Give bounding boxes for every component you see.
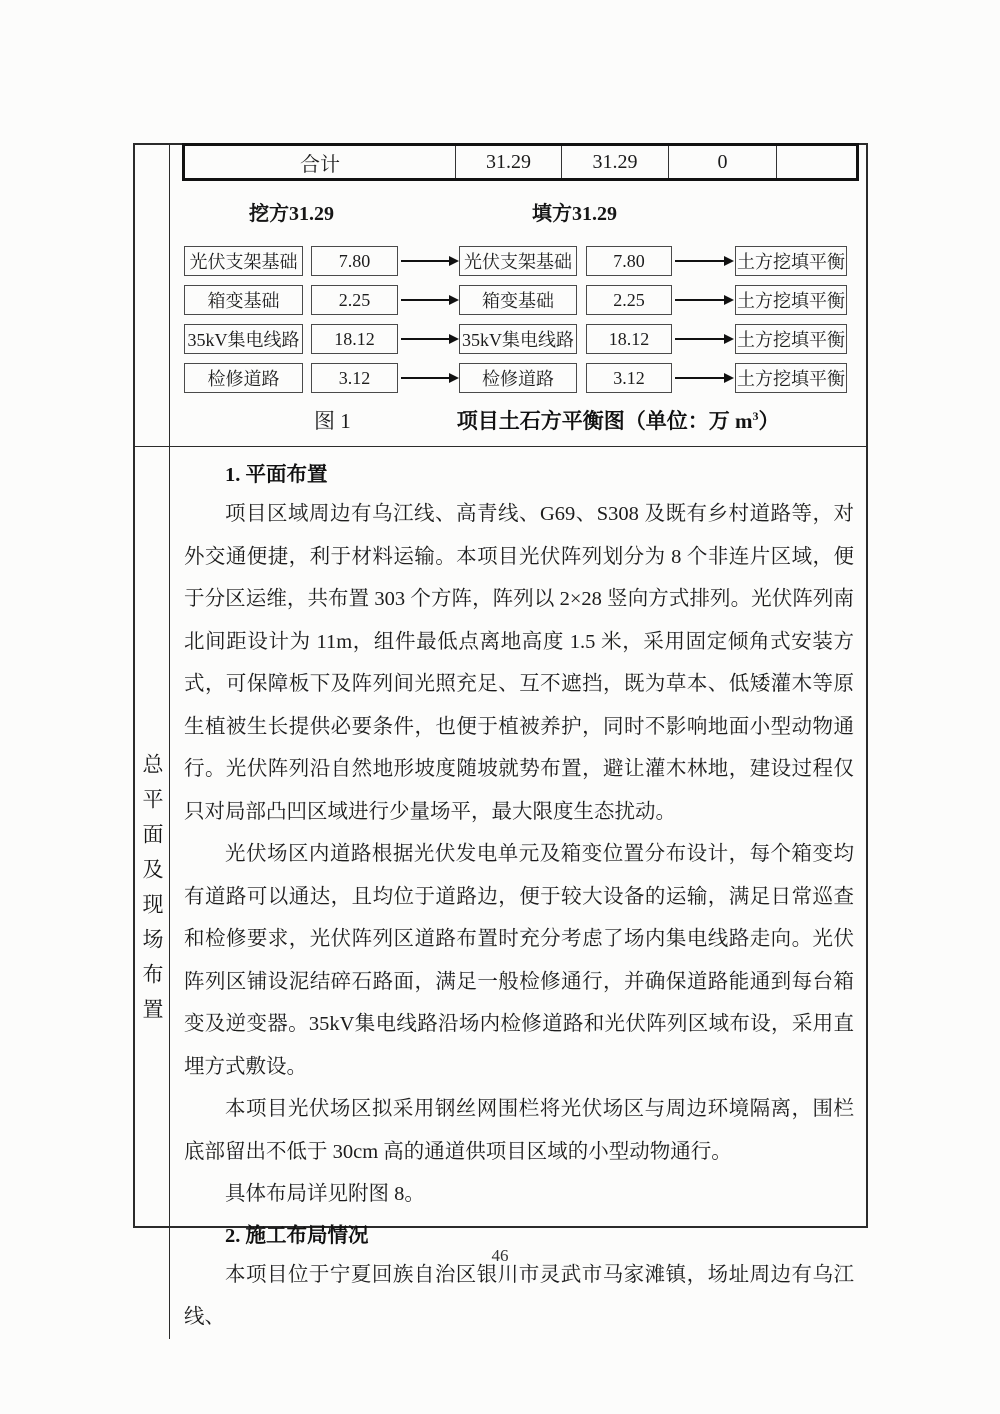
total-label-cell: 合计	[185, 146, 456, 178]
flow-cut-value-box: 3.12	[311, 363, 398, 393]
paragraph-see-figure: 具体布局详见附图 8。	[225, 1183, 425, 1205]
total-net-cell: 0	[669, 146, 777, 178]
arrow-right-icon	[675, 260, 725, 262]
excavation-total-label: 挖方31.29	[249, 203, 334, 225]
figure-caption-title	[457, 405, 780, 435]
flow-cut-value-box: 18.12	[311, 324, 398, 354]
section-body	[170, 447, 866, 1339]
section-side-label: 总平面及现场布置	[140, 752, 164, 1033]
caption-text: 项目土石方平衡图（单位：万 m	[456, 409, 753, 433]
arrow-right-icon	[675, 338, 725, 340]
arrow-right-icon	[675, 299, 725, 301]
flow-dest-box: 箱变基础	[459, 285, 577, 315]
arrow-right-icon	[401, 338, 450, 340]
figure-caption	[170, 405, 866, 435]
side-cell-empty	[135, 145, 170, 447]
total-extra-cell	[777, 146, 856, 178]
paragraph-fence: 本项目光伏场区拟采用钢丝网围栏将光伏场区与周边环境隔离，围栏底部留出不低于 30cm 高的通道供项目区域的小型动物通行。	[184, 1098, 854, 1163]
caption-unit-exponent: 3	[752, 409, 759, 423]
page-number: 46	[491, 1246, 509, 1265]
arrow-right-icon	[401, 260, 450, 262]
flow-row-pv-support	[170, 246, 866, 276]
flow-fill-value-box: 18.12	[586, 324, 672, 354]
flow-cut-value-box: 2.25	[311, 285, 398, 315]
flow-source-box: 检修道路	[184, 363, 303, 393]
paragraph-roads: 光伏场区内道路根据光伏发电单元及箱变位置分布设计，每个箱变均有道路可以通达，且均位于道路边，便于较大设备的运输，满足日常巡查和检修要求，光伏阵列区道路布置时充分考虑了场内集电线路走向。光伏阵列区铺设泥结碎石路面，满足一般检修通行，并确保道路能通到每台箱变及逆变器。35kV集电线路沿场内检修道路和光伏阵列区域布设，采用直埋方式敷设。	[184, 843, 854, 1078]
arrow-right-icon	[675, 377, 725, 379]
earthwork-diagram-cell	[170, 145, 866, 447]
flow-result-box: 土方挖填平衡	[735, 324, 847, 354]
flow-cut-value-box: 7.80	[311, 246, 398, 276]
flow-row-box-transformer	[170, 285, 866, 315]
arrow-right-icon	[401, 377, 450, 379]
flow-row-collector-line	[170, 324, 866, 354]
flow-result-box: 土方挖填平衡	[735, 246, 847, 276]
flow-source-box: 35kV集电线路	[184, 324, 303, 354]
figure-number: 图 1	[314, 409, 351, 433]
flow-fill-value-box: 3.12	[586, 363, 672, 393]
flow-result-box: 土方挖填平衡	[735, 285, 847, 315]
flow-dest-box: 检修道路	[459, 363, 577, 393]
flow-result-box: 土方挖填平衡	[735, 363, 847, 393]
flow-row-maintenance-road	[170, 363, 866, 393]
arrow-right-icon	[401, 299, 450, 301]
flow-fill-value-box: 2.25	[586, 285, 672, 315]
flow-fill-value-box: 7.80	[586, 246, 672, 276]
caption-close-paren: ）	[758, 409, 780, 433]
total-fill-cell: 31.29	[562, 146, 669, 178]
paragraph-project-location: 本项目位于宁夏回族自治区银川市灵武市马家滩镇，场址周边有乌江线、	[184, 1263, 854, 1328]
heading-plane-layout: 1. 平面布置	[225, 464, 328, 486]
paragraph-site-layout: 项目区域周边有乌江线、高青线、G69、S308 及既有乡村道路等，对外交通便捷，利于材料运输。本项目光伏阵列划分为 8 个非连片区域，便于分区运维，共布置 303 个方阵，阵列以 2×28 竖向方式排列。光伏阵列南北间距设计为 11m，组件最低点离地高度 1.5 米，采用固定倾角式安装方式，可保障板下及阵列间光照充足、互不遮挡，既为草本、低矮灌木等原生植被生长提供必要条件，也便于植被养护，同时不影响地面小型动物通行。光伏阵列沿自然地形坡度随坡就势布置，避让灌木林地，建设过程仅只对局部凸凹区域进行少量场平，最大限度生态扰动。	[184, 503, 854, 823]
section-side-cell	[135, 447, 170, 1339]
flow-dest-box: 35kV集电线路	[459, 324, 577, 354]
fill-total-label: 填方31.29	[532, 203, 617, 225]
flow-dest-box: 光伏支架基础	[459, 246, 577, 276]
flow-source-box: 箱变基础	[184, 285, 303, 315]
total-excavation-cell: 31.29	[456, 146, 562, 178]
heading-construction-layout: 2. 施工布局情况	[225, 1224, 369, 1247]
earthwork-total-table	[182, 143, 859, 181]
flow-source-box: 光伏支架基础	[184, 246, 303, 276]
